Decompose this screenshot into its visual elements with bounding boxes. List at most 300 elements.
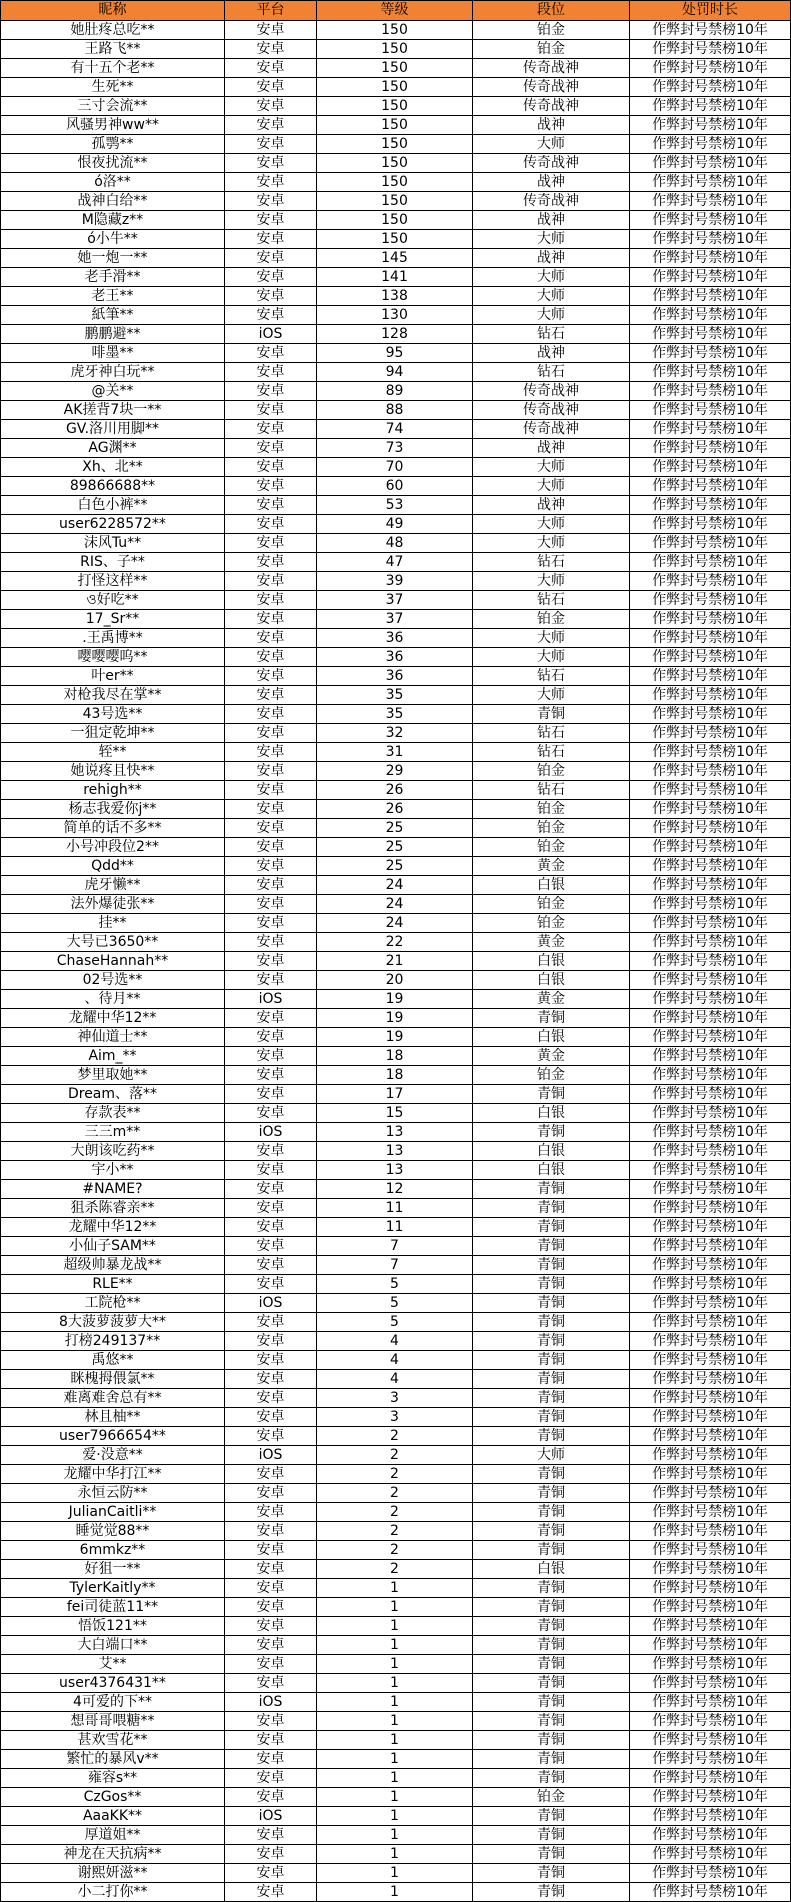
cell-rank: 青铜 — [473, 1712, 630, 1731]
cell-nickname: 艾** — [1, 1655, 225, 1674]
cell-rank: 青铜 — [473, 1845, 630, 1864]
cell-penalty: 作弊封号禁榜10年 — [630, 515, 791, 534]
cell-rank: 战神 — [473, 344, 630, 363]
cell-nickname: Aim_** — [1, 1047, 225, 1066]
cell-penalty: 作弊封号禁榜10年 — [630, 1883, 791, 1902]
table-row — [1, 705, 791, 724]
cell-rank: 青铜 — [473, 1864, 630, 1883]
cell-level: 24 — [317, 914, 473, 933]
cell-platform: 安卓 — [225, 762, 317, 781]
cell-level: 11 — [317, 1218, 473, 1237]
cell-rank: 青铜 — [473, 1826, 630, 1845]
cell-platform: 安卓 — [225, 1009, 317, 1028]
cell-nickname: 轾** — [1, 743, 225, 762]
cell-level: 1 — [317, 1636, 473, 1655]
cell-rank: 钻石 — [473, 363, 630, 382]
cell-level: 2 — [317, 1522, 473, 1541]
cell-nickname: 她一炮一** — [1, 249, 225, 268]
cell-nickname: 恨夜扰流** — [1, 154, 225, 173]
cell-nickname: 法外爆徒张** — [1, 895, 225, 914]
cell-level: 19 — [317, 990, 473, 1009]
cell-nickname: 6mmkz** — [1, 1541, 225, 1560]
table-row — [1, 1389, 791, 1408]
cell-nickname: 工院枪** — [1, 1294, 225, 1313]
cell-penalty: 作弊封号禁榜10年 — [630, 762, 791, 781]
cell-penalty: 作弊封号禁榜10年 — [630, 1047, 791, 1066]
cell-nickname: 永恒云防** — [1, 1484, 225, 1503]
table-row — [1, 629, 791, 648]
cell-rank: 青铜 — [473, 1484, 630, 1503]
cell-rank: 青铜 — [473, 1503, 630, 1522]
cell-platform: 安卓 — [225, 781, 317, 800]
cell-level: 32 — [317, 724, 473, 743]
cell-nickname: 简单的话不多** — [1, 819, 225, 838]
cell-penalty: 作弊封号禁榜10年 — [630, 477, 791, 496]
cell-platform: 安卓 — [225, 135, 317, 154]
cell-penalty: 作弊封号禁榜10年 — [630, 1788, 791, 1807]
cell-level: 7 — [317, 1256, 473, 1275]
cell-rank: 白银 — [473, 971, 630, 990]
cell-penalty: 作弊封号禁榜10年 — [630, 59, 791, 78]
cell-platform: 安卓 — [225, 667, 317, 686]
cell-rank: 青铜 — [473, 1655, 630, 1674]
cell-platform: 安卓 — [225, 914, 317, 933]
cell-penalty: 作弊封号禁榜10年 — [630, 971, 791, 990]
cell-level: 3 — [317, 1408, 473, 1427]
cell-platform: 安卓 — [225, 1655, 317, 1674]
cell-nickname: fei司徒蓝11** — [1, 1598, 225, 1617]
cell-level: 128 — [317, 325, 473, 344]
cell-rank: 青铜 — [473, 1180, 630, 1199]
cell-rank: 青铜 — [473, 1579, 630, 1598]
cell-rank: 青铜 — [473, 1294, 630, 1313]
cell-level: 1 — [317, 1883, 473, 1902]
cell-platform: 安卓 — [225, 97, 317, 116]
cell-penalty: 作弊封号禁榜10年 — [630, 591, 791, 610]
cell-rank: 铂金 — [473, 1788, 630, 1807]
cell-level: 94 — [317, 363, 473, 382]
table-row — [1, 230, 791, 249]
cell-rank: 铂金 — [473, 762, 630, 781]
cell-level: 95 — [317, 344, 473, 363]
cell-platform: 安卓 — [225, 1085, 317, 1104]
cell-platform: 安卓 — [225, 1332, 317, 1351]
cell-rank: 大师 — [473, 306, 630, 325]
table-row — [1, 287, 791, 306]
table-row — [1, 1047, 791, 1066]
cell-penalty: 作弊封号禁榜10年 — [630, 1389, 791, 1408]
cell-rank: 传奇战神 — [473, 401, 630, 420]
cell-rank: 铂金 — [473, 610, 630, 629]
cell-nickname: 爱·没意** — [1, 1446, 225, 1465]
cell-penalty: 作弊封号禁榜10年 — [630, 1617, 791, 1636]
cell-platform: 安卓 — [225, 1769, 317, 1788]
header-penalty: 处罚时长 — [630, 1, 791, 21]
cell-penalty: 作弊封号禁榜10年 — [630, 401, 791, 420]
cell-nickname: 王路飞** — [1, 40, 225, 59]
cell-level: 150 — [317, 21, 473, 40]
table-row — [1, 40, 791, 59]
cell-platform: 安卓 — [225, 477, 317, 496]
cell-platform: 安卓 — [225, 610, 317, 629]
table-row — [1, 534, 791, 553]
cell-rank: 铂金 — [473, 838, 630, 857]
cell-rank: 大师 — [473, 1446, 630, 1465]
cell-rank: 铂金 — [473, 800, 630, 819]
cell-rank: 青铜 — [473, 1389, 630, 1408]
cell-nickname: 她说疼且快** — [1, 762, 225, 781]
cell-penalty: 作弊封号禁榜10年 — [630, 1769, 791, 1788]
cell-level: 1 — [317, 1807, 473, 1826]
cell-nickname: CzGos** — [1, 1788, 225, 1807]
cell-level: 150 — [317, 116, 473, 135]
cell-rank: 青铜 — [473, 1218, 630, 1237]
cell-nickname: 难离难舍总有** — [1, 1389, 225, 1408]
cell-level: 1 — [317, 1598, 473, 1617]
cell-nickname: 虎牙懒** — [1, 876, 225, 895]
cell-penalty: 作弊封号禁榜10年 — [630, 211, 791, 230]
cell-rank: 青铜 — [473, 1636, 630, 1655]
cell-level: 70 — [317, 458, 473, 477]
cell-platform: 安卓 — [225, 1845, 317, 1864]
cell-level: 21 — [317, 952, 473, 971]
table-row — [1, 1351, 791, 1370]
cell-penalty: 作弊封号禁榜10年 — [630, 135, 791, 154]
cell-rank: 青铜 — [473, 1617, 630, 1636]
cell-platform: 安卓 — [225, 496, 317, 515]
cell-penalty: 作弊封号禁榜10年 — [630, 1123, 791, 1142]
cell-rank: 铂金 — [473, 40, 630, 59]
header-nickname: 昵称 — [1, 1, 225, 21]
cell-level: 13 — [317, 1142, 473, 1161]
cell-penalty: 作弊封号禁榜10年 — [630, 1066, 791, 1085]
cell-platform: 安卓 — [225, 1864, 317, 1883]
cell-platform: 安卓 — [225, 1028, 317, 1047]
cell-penalty: 作弊封号禁榜10年 — [630, 230, 791, 249]
cell-level: 150 — [317, 59, 473, 78]
cell-nickname: 谢熙妍滋** — [1, 1864, 225, 1883]
cell-platform: 安卓 — [225, 287, 317, 306]
cell-platform: 安卓 — [225, 401, 317, 420]
cell-rank: 传奇战神 — [473, 154, 630, 173]
table-row — [1, 667, 791, 686]
cell-platform: 安卓 — [225, 1047, 317, 1066]
cell-penalty: 作弊封号禁榜10年 — [630, 1275, 791, 1294]
cell-nickname: 战神白给** — [1, 192, 225, 211]
cell-platform: 安卓 — [225, 1104, 317, 1123]
cell-platform: 安卓 — [225, 363, 317, 382]
cell-nickname: AG渊** — [1, 439, 225, 458]
cell-nickname: 龙耀中华12** — [1, 1009, 225, 1028]
cell-platform: iOS — [225, 990, 317, 1009]
cell-level: 1 — [317, 1712, 473, 1731]
table-row — [1, 1009, 791, 1028]
table-row — [1, 192, 791, 211]
cell-level: 26 — [317, 781, 473, 800]
cell-level: 39 — [317, 572, 473, 591]
cell-platform: 安卓 — [225, 1522, 317, 1541]
cell-level: 36 — [317, 667, 473, 686]
cell-nickname: 悟饭121** — [1, 1617, 225, 1636]
cell-platform: 安卓 — [225, 1826, 317, 1845]
cell-rank: 传奇战神 — [473, 59, 630, 78]
cell-penalty: 作弊封号禁榜10年 — [630, 1332, 791, 1351]
cell-nickname: 大白端口** — [1, 1636, 225, 1655]
cell-level: 150 — [317, 135, 473, 154]
cell-nickname: user4376431** — [1, 1674, 225, 1693]
cell-nickname: 嘤嘤嘤呜** — [1, 648, 225, 667]
table-row — [1, 648, 791, 667]
cell-nickname: 狙杀陈睿亲** — [1, 1199, 225, 1218]
table-row — [1, 952, 791, 971]
cell-rank: 铂金 — [473, 21, 630, 40]
cell-rank: 白银 — [473, 1104, 630, 1123]
table-row — [1, 173, 791, 192]
cell-platform: iOS — [225, 1693, 317, 1712]
cell-penalty: 作弊封号禁榜10年 — [630, 629, 791, 648]
cell-platform: 安卓 — [225, 230, 317, 249]
table-row — [1, 1066, 791, 1085]
cell-level: 36 — [317, 648, 473, 667]
header-rank: 段位 — [473, 1, 630, 21]
table-row — [1, 1484, 791, 1503]
cell-nickname: 一狙定乾坤** — [1, 724, 225, 743]
table-row — [1, 1541, 791, 1560]
table-row — [1, 1826, 791, 1845]
cell-level: 5 — [317, 1313, 473, 1332]
cell-level: 2 — [317, 1503, 473, 1522]
cell-rank: 大师 — [473, 648, 630, 667]
cell-nickname: 杨志我爱你j** — [1, 800, 225, 819]
table-row — [1, 1636, 791, 1655]
cell-rank: 铂金 — [473, 914, 630, 933]
cell-penalty: 作弊封号禁榜10年 — [630, 933, 791, 952]
table-row — [1, 876, 791, 895]
cell-platform: 安卓 — [225, 724, 317, 743]
cell-penalty: 作弊封号禁榜10年 — [630, 895, 791, 914]
cell-platform: 安卓 — [225, 1142, 317, 1161]
cell-penalty: 作弊封号禁榜10年 — [630, 914, 791, 933]
cell-penalty: 作弊封号禁榜10年 — [630, 743, 791, 762]
cell-platform: 安卓 — [225, 1275, 317, 1294]
cell-rank: 大师 — [473, 458, 630, 477]
cell-penalty: 作弊封号禁榜10年 — [630, 1313, 791, 1332]
cell-platform: 安卓 — [225, 705, 317, 724]
cell-rank: 白银 — [473, 1142, 630, 1161]
cell-level: 13 — [317, 1123, 473, 1142]
cell-platform: 安卓 — [225, 895, 317, 914]
cell-penalty: 作弊封号禁榜10年 — [630, 781, 791, 800]
cell-platform: 安卓 — [225, 1237, 317, 1256]
cell-penalty: 作弊封号禁榜10年 — [630, 287, 791, 306]
table-row — [1, 591, 791, 610]
table-row — [1, 1712, 791, 1731]
cell-rank: 铂金 — [473, 1066, 630, 1085]
cell-penalty: 作弊封号禁榜10年 — [630, 1465, 791, 1484]
table-row — [1, 306, 791, 325]
cell-rank: 青铜 — [473, 1541, 630, 1560]
table-row — [1, 762, 791, 781]
cell-platform: 安卓 — [225, 572, 317, 591]
cell-penalty: 作弊封号禁榜10年 — [630, 857, 791, 876]
table-row — [1, 1142, 791, 1161]
cell-penalty: 作弊封号禁榜10年 — [630, 1598, 791, 1617]
cell-platform: 安卓 — [225, 534, 317, 553]
cell-platform: 安卓 — [225, 1788, 317, 1807]
cell-nickname: 雍容s** — [1, 1769, 225, 1788]
cell-platform: 安卓 — [225, 1370, 317, 1389]
cell-penalty: 作弊封号禁榜10年 — [630, 496, 791, 515]
table-row — [1, 1655, 791, 1674]
cell-nickname: user6228572** — [1, 515, 225, 534]
cell-rank: 战神 — [473, 116, 630, 135]
cell-level: 1 — [317, 1579, 473, 1598]
cell-rank: 战神 — [473, 496, 630, 515]
cell-rank: 钻石 — [473, 553, 630, 572]
cell-level: 1 — [317, 1693, 473, 1712]
cell-nickname: 她肚疼总吃** — [1, 21, 225, 40]
cell-level: 1 — [317, 1788, 473, 1807]
cell-penalty: 作弊封号禁榜10年 — [630, 1674, 791, 1693]
cell-rank: 黄金 — [473, 933, 630, 952]
cell-penalty: 作弊封号禁榜10年 — [630, 40, 791, 59]
cell-level: 37 — [317, 610, 473, 629]
cell-penalty: 作弊封号禁榜10年 — [630, 325, 791, 344]
cell-rank: 青铜 — [473, 1199, 630, 1218]
cell-platform: 安卓 — [225, 952, 317, 971]
table-row — [1, 1085, 791, 1104]
table-row — [1, 1427, 791, 1446]
cell-nickname: 沫风Tu** — [1, 534, 225, 553]
cell-level: 31 — [317, 743, 473, 762]
cell-level: 25 — [317, 819, 473, 838]
cell-penalty: 作弊封号禁榜10年 — [630, 1484, 791, 1503]
cell-nickname: 4可爱的下** — [1, 1693, 225, 1712]
table-row — [1, 363, 791, 382]
cell-rank: 白银 — [473, 1161, 630, 1180]
cell-rank: 青铜 — [473, 1275, 630, 1294]
table-row — [1, 610, 791, 629]
table-header — [1, 1, 791, 21]
cell-penalty: 作弊封号禁榜10年 — [630, 686, 791, 705]
cell-rank: 战神 — [473, 173, 630, 192]
cell-rank: 黄金 — [473, 1047, 630, 1066]
cell-penalty: 作弊封号禁榜10年 — [630, 1142, 791, 1161]
cell-platform: 安卓 — [225, 1313, 317, 1332]
cell-level: 88 — [317, 401, 473, 420]
cell-platform: 安卓 — [225, 1389, 317, 1408]
cell-level: 2 — [317, 1484, 473, 1503]
table-row — [1, 819, 791, 838]
cell-platform: 安卓 — [225, 1712, 317, 1731]
cell-penalty: 作弊封号禁榜10年 — [630, 1864, 791, 1883]
cell-nickname: 虎牙神白玩** — [1, 363, 225, 382]
cell-rank: 铂金 — [473, 819, 630, 838]
cell-level: 138 — [317, 287, 473, 306]
table-row — [1, 686, 791, 705]
cell-platform: 安卓 — [225, 21, 317, 40]
cell-rank: 青铜 — [473, 1883, 630, 1902]
cell-rank: 黄金 — [473, 857, 630, 876]
table-row — [1, 1522, 791, 1541]
cell-nickname: 大朗该吃药** — [1, 1142, 225, 1161]
table-row — [1, 1693, 791, 1712]
cell-rank: 青铜 — [473, 1123, 630, 1142]
cell-penalty: 作弊封号禁榜10年 — [630, 1541, 791, 1560]
cell-penalty: 作弊封号禁榜10年 — [630, 1237, 791, 1256]
cell-rank: 青铜 — [473, 1237, 630, 1256]
cell-platform: 安卓 — [225, 743, 317, 762]
cell-level: 29 — [317, 762, 473, 781]
cell-penalty: 作弊封号禁榜10年 — [630, 1256, 791, 1275]
cell-level: 26 — [317, 800, 473, 819]
table-row — [1, 1788, 791, 1807]
cell-level: 2 — [317, 1560, 473, 1579]
cell-nickname: AK搓背7块一** — [1, 401, 225, 420]
table-row — [1, 382, 791, 401]
cell-penalty: 作弊封号禁榜10年 — [630, 439, 791, 458]
cell-level: 25 — [317, 857, 473, 876]
cell-nickname: RLE** — [1, 1275, 225, 1294]
cell-penalty: 作弊封号禁榜10年 — [630, 1351, 791, 1370]
cell-platform: 安卓 — [225, 268, 317, 287]
cell-level: 25 — [317, 838, 473, 857]
table-row — [1, 1579, 791, 1598]
cell-platform: 安卓 — [225, 1484, 317, 1503]
cell-penalty: 作弊封号禁榜10年 — [630, 648, 791, 667]
cell-penalty: 作弊封号禁榜10年 — [630, 1180, 791, 1199]
cell-nickname: ChaseHannah** — [1, 952, 225, 971]
table-row — [1, 1446, 791, 1465]
cell-penalty: 作弊封号禁榜10年 — [630, 192, 791, 211]
cell-nickname: 三三m** — [1, 1123, 225, 1142]
table-row — [1, 1161, 791, 1180]
cell-platform: 安卓 — [225, 838, 317, 857]
header-platform: 平台 — [225, 1, 317, 21]
table-row — [1, 1845, 791, 1864]
cell-platform: 安卓 — [225, 1674, 317, 1693]
cell-level: 150 — [317, 97, 473, 116]
cell-rank: 大师 — [473, 477, 630, 496]
cell-rank: 青铜 — [473, 1370, 630, 1389]
cell-penalty: 作弊封号禁榜10年 — [630, 667, 791, 686]
cell-rank: 白银 — [473, 952, 630, 971]
cell-nickname: @关** — [1, 382, 225, 401]
cell-nickname: 8大菠萝菠萝大** — [1, 1313, 225, 1332]
cell-rank: 白银 — [473, 1560, 630, 1579]
cell-nickname: 叶er** — [1, 667, 225, 686]
cell-level: 5 — [317, 1294, 473, 1313]
table-row — [1, 895, 791, 914]
cell-level: 4 — [317, 1370, 473, 1389]
cell-nickname: #NAME? — [1, 1180, 225, 1199]
cell-platform: 安卓 — [225, 458, 317, 477]
cell-penalty: 作弊封号禁榜10年 — [630, 116, 791, 135]
header-row — [1, 1, 791, 21]
cell-penalty: 作弊封号禁榜10年 — [630, 249, 791, 268]
cell-platform: 安卓 — [225, 1617, 317, 1636]
cell-rank: 战神 — [473, 211, 630, 230]
cell-penalty: 作弊封号禁榜10年 — [630, 1845, 791, 1864]
cell-level: 15 — [317, 1104, 473, 1123]
cell-penalty: 作弊封号禁榜10年 — [630, 1807, 791, 1826]
cell-penalty: 作弊封号禁榜10年 — [630, 876, 791, 895]
cell-rank: 传奇战神 — [473, 192, 630, 211]
cell-penalty: 作弊封号禁榜10年 — [630, 1693, 791, 1712]
table-row — [1, 1465, 791, 1484]
cell-nickname: 禹悠** — [1, 1351, 225, 1370]
cell-level: 4 — [317, 1351, 473, 1370]
